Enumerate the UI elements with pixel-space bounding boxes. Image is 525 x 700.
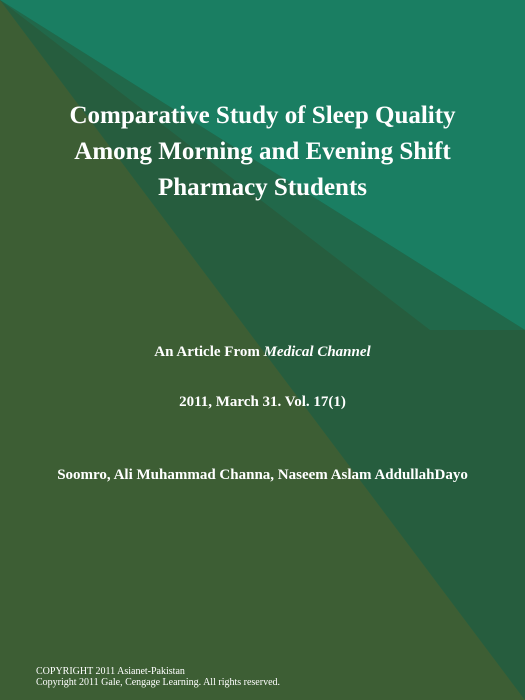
authors: Soomro, Ali Muhammad Channa, Naseem Aslam AddullahDayo	[57, 467, 468, 483]
publication-name: Medical Channel	[263, 344, 371, 360]
article-prefix: An Article From	[154, 344, 260, 360]
title-line: Comparative Study of Sleep Quality	[69, 102, 456, 129]
copyright-block	[36, 666, 280, 688]
copyright-line: Copyright 2011 Gale, Cengage Learning. All rights reserved.	[36, 677, 281, 688]
article-source	[0, 343, 525, 361]
date-volume: 2011, March 31. Vol. 17(1)	[179, 394, 346, 410]
title-line: Among Morning and Evening Shift	[74, 138, 451, 165]
title-line: Pharmacy Students	[157, 174, 368, 201]
cover-title	[20, 98, 505, 206]
copyright-line: COPYRIGHT 2011 Asianet-Pakistan	[36, 666, 185, 677]
